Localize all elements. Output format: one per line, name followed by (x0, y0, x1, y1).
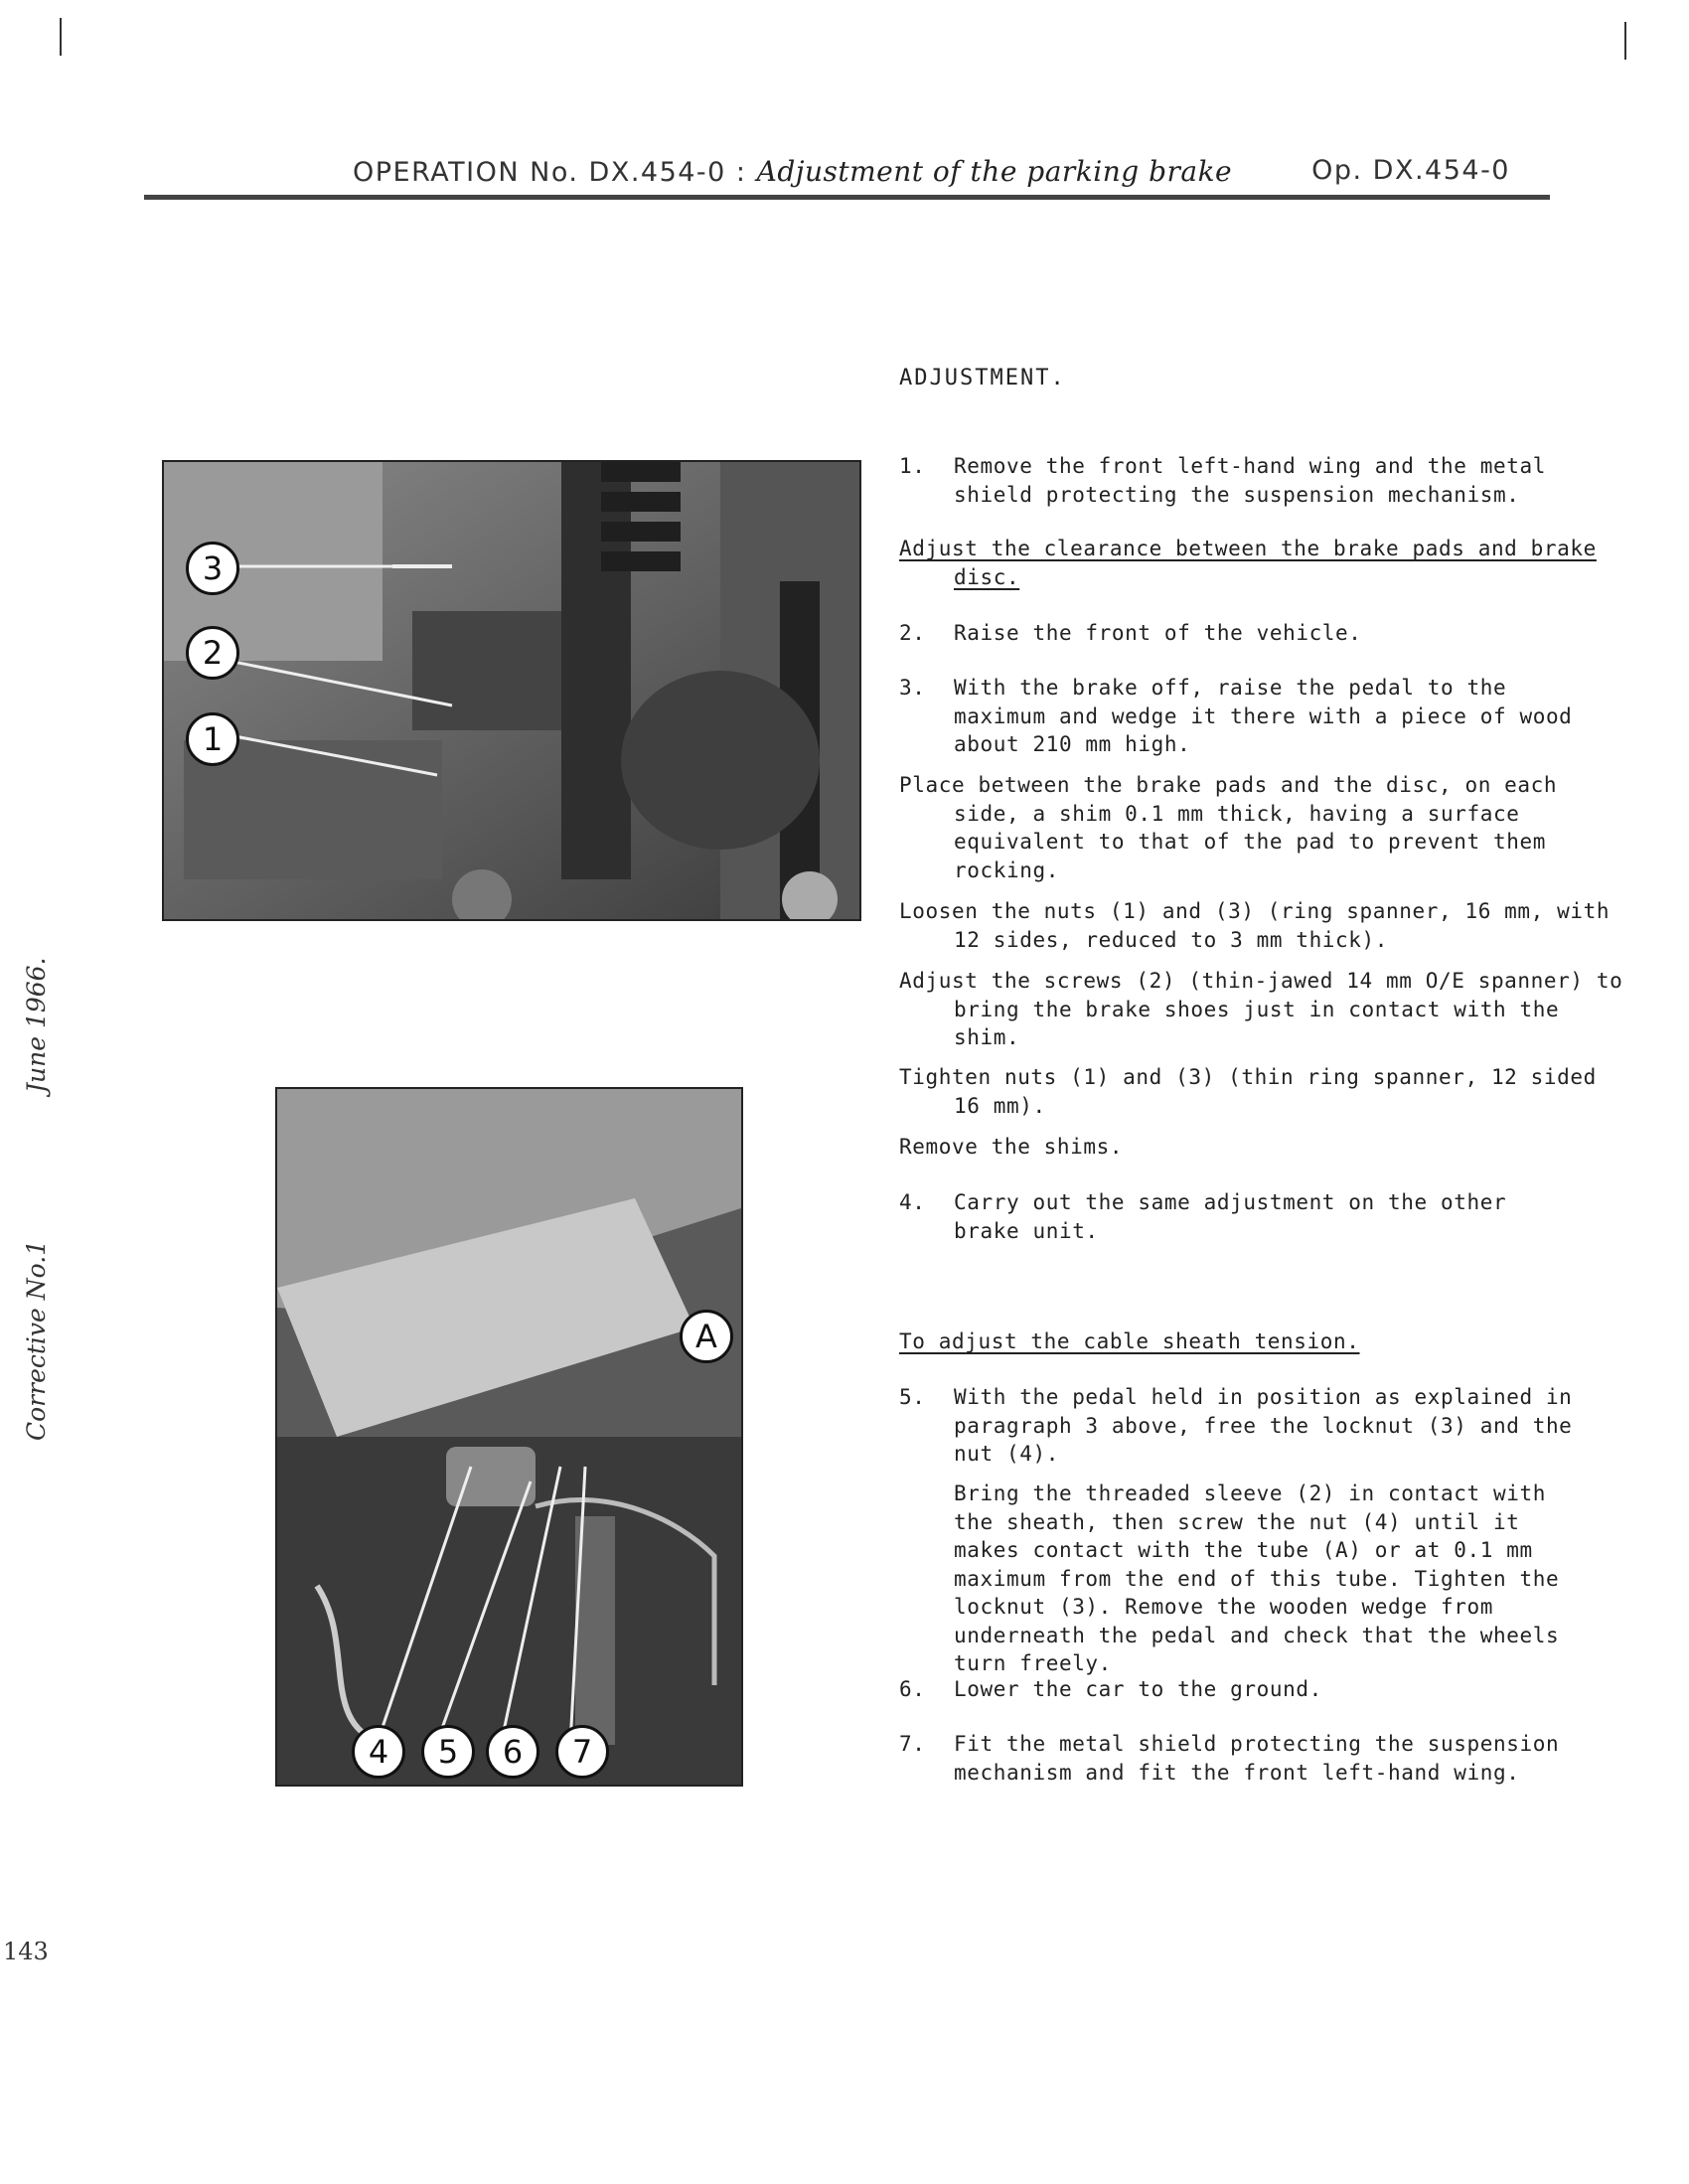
step-5-continued (899, 1480, 1575, 1678)
step-2-text: Raise the front of the vehicle. (954, 621, 1362, 645)
step-5-text: With the pedal held in position as explained in paragraph 3 above, free the locknut (3) and the nut (4). (954, 1385, 1573, 1466)
operation-prefix: OPERATION No. DX.454-0 : (353, 157, 747, 188)
page-number: 143 (3, 1938, 49, 1965)
op-code: Op. DX.454-0 (1311, 155, 1510, 186)
step-7-number: 7. (899, 1732, 926, 1756)
pedal-cable-illustration (277, 1089, 741, 1785)
step-3 (899, 674, 1575, 759)
callout-5: 5 (421, 1725, 475, 1779)
step-3-number: 3. (899, 676, 926, 700)
step-7 (899, 1730, 1575, 1787)
step-2-number: 2. (899, 621, 926, 645)
date-note: June 1966. (22, 957, 51, 1093)
remove-shims: Remove the shims. (899, 1135, 1124, 1159)
header-rule (144, 195, 1550, 200)
step-1-text: Remove the front left-hand wing and the metal shield protecting the suspension mechanism. (954, 454, 1546, 507)
corrective-note: Corrective No.1 (22, 1239, 51, 1441)
brake-caliper-illustration (164, 462, 859, 919)
cable-heading (899, 1327, 1575, 1356)
step-2 (899, 619, 1575, 648)
step-6-text: Lower the car to the ground. (954, 1677, 1322, 1701)
callout-6: 6 (486, 1725, 539, 1779)
operation-label (353, 155, 1232, 188)
adjustment-heading: ADJUSTMENT. (899, 366, 1066, 390)
step-1 (899, 452, 1575, 509)
pedal-cable-photo (275, 1087, 743, 1787)
callout-3: 3 (186, 542, 239, 595)
place-shim: Place between the brake pads and the disc, on each side, a shim 0.1 mm thick, having a surface equivalent to that of the pad to prevent them rocking. (899, 773, 1558, 882)
callout-4: 4 (352, 1725, 405, 1779)
step-3-text: With the brake off, raise the pedal to the maximum and wedge it there with a piece of wood about 210 mm high. (954, 676, 1573, 756)
loosen-nuts: Loosen the nuts (1) and (3) (ring spanner, 16 mm, with 12 sides, reduced to 3 mm thick). (899, 899, 1611, 952)
step-7-text: Fit the metal shield protecting the suspension mechanism and fit the front left-hand wing. (954, 1732, 1560, 1785)
step-4 (899, 1188, 1575, 1245)
scan-mark-right (1624, 22, 1626, 60)
step-4-text: Carry out the same adjustment on the other brake unit. (954, 1190, 1507, 1243)
adjust-screws: Adjust the screws (2) (thin-jawed 14 mm O/E spanner) to bring the brake shoes just in contact with the shim. (899, 969, 1623, 1049)
step-6 (899, 1675, 1575, 1704)
brake-caliper-photo (162, 460, 861, 921)
callout-2: 2 (186, 626, 239, 680)
adjust-clearance-text: Adjust the clearance between the brake pads and brake disc. (899, 537, 1597, 589)
page-header (144, 149, 1550, 197)
step-5-continued-text: Bring the threaded sleeve (2) in contact with the sheath, then screw the nut (4) until it makes contact with the tube (A) or at 0.1 mm maximum from the end of this tube. Tighten the locknut (3). Remove the wooden wedge from underneath the pedal and check that the wheels turn freely. (954, 1482, 1560, 1675)
step-4-number: 4. (899, 1190, 926, 1214)
operation-title: Adjustment of the parking brake (756, 155, 1233, 188)
callout-1: 1 (186, 712, 239, 766)
callout-A: A (680, 1310, 733, 1363)
step-6-number: 6. (899, 1677, 926, 1701)
scan-mark-left (60, 18, 62, 56)
step-5 (899, 1383, 1575, 1469)
step-1-number: 1. (899, 454, 926, 478)
adjust-clearance (899, 535, 1629, 591)
tighten-nuts: Tighten nuts (1) and (3) (thin ring spanner, 12 sided 16 mm). (899, 1065, 1597, 1118)
cable-heading-text: To adjust the cable sheath tension. (899, 1329, 1360, 1353)
callout-7: 7 (555, 1725, 609, 1779)
step-5-number: 5. (899, 1385, 926, 1409)
